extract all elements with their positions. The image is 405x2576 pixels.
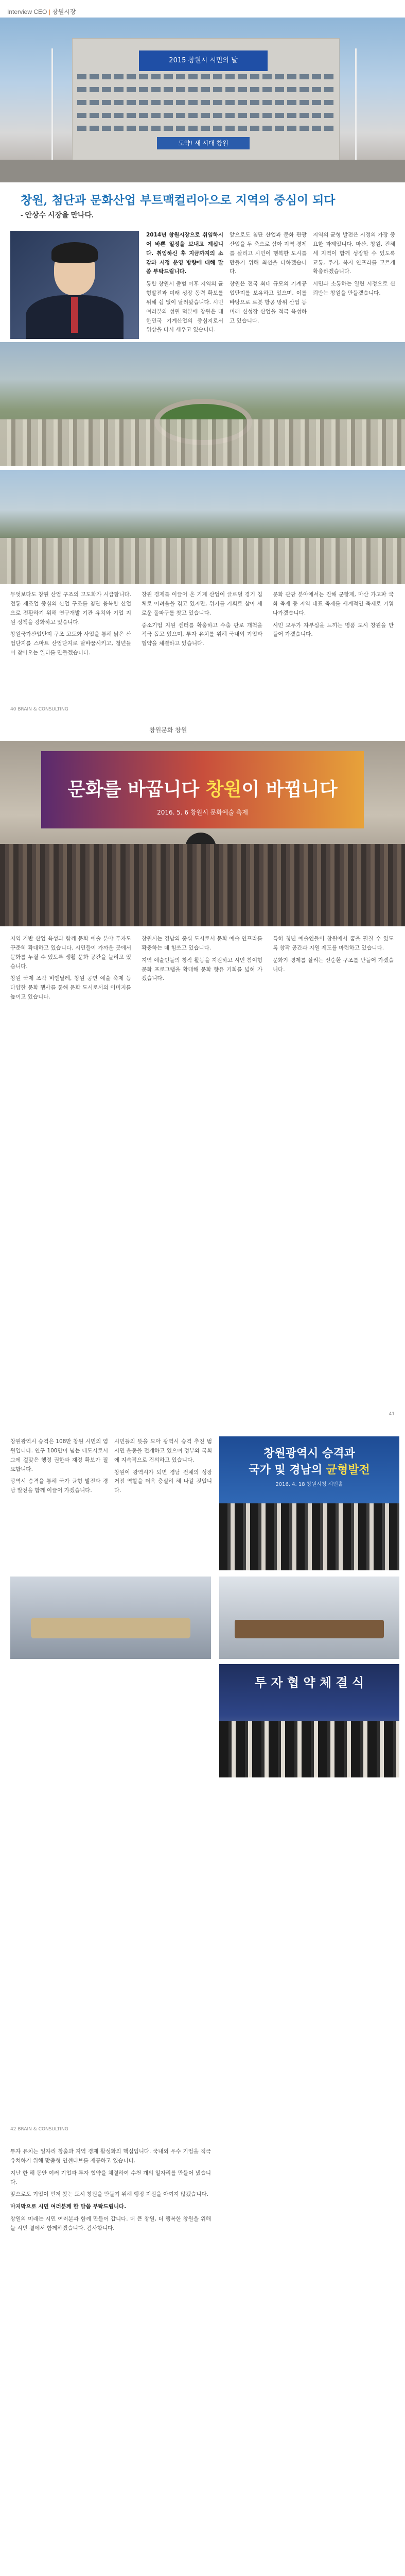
body-column-right: [273, 590, 394, 642]
road: [0, 160, 405, 182]
paragraph: 창원국가산업단지 구조 고도화 사업을 통해 낡은 산업단지를 스마트 산업단지로 탈바꿈시키고, 청년들이 찾아오는 일터를 만들겠습니다.: [10, 631, 131, 656]
paragraph: 투자 유치는 일자리 창출과 지역 경제 활성화의 핵심입니다. 국내외 우수 기업을 적극 유치하기 위해 맞춤형 인센티브를 제공하고 있습니다.: [10, 2148, 211, 2164]
paragraph: 시민 모두가 자부심을 느끼는 명품 도시 창원을 만들어 가겠습니다.: [273, 622, 394, 638]
window-row: [77, 74, 334, 79]
paragraph: 창원시는 경남의 중심 도시로서 문화 예술 인프라를 확충하는 데 힘쓰고 있습니다.: [142, 936, 262, 951]
city-hall-photo: [0, 18, 405, 182]
body-column-left: [10, 590, 131, 661]
banner-highlight: 균형발전: [326, 1463, 370, 1477]
body-column-mid: [142, 935, 262, 987]
culture-festival-photo: [0, 741, 405, 926]
stage-title-part: 문화를 바꿉니다: [67, 778, 206, 800]
interview-question: 2014년 창원시장으로 취임하시어 바쁜 일정을 보내고 계십니다. 취임하신 후 지금까지의 소감과 시정 운영 방향에 대해 말씀 부탁드립니다.: [146, 232, 223, 275]
subheadline: - 안상수 시장을 만나다.: [21, 211, 94, 219]
window-row: [77, 100, 334, 105]
meeting-photo-left: [10, 1577, 211, 1659]
column-2: [230, 231, 307, 329]
stage-title: [41, 775, 364, 801]
column-3: [313, 231, 395, 301]
paragraph: 창원광역시 승격은 108만 창원 시민의 염원입니다. 인구 100만이 넘는 대도시로서 그에 걸맞은 행정 권한과 재정 확보가 필요합니다.: [10, 1438, 108, 1472]
body-column-mid: [114, 1437, 212, 1499]
magazine-page-2: [0, 717, 405, 1422]
body-column-left: [10, 935, 131, 1005]
city-blocks: [0, 419, 405, 466]
window-row: [77, 87, 334, 92]
paragraph: 지난 한 해 동안 여러 기업과 투자 협약을 체결하여 수천 개의 일자리를 만들어 냈습니다.: [10, 2170, 211, 2185]
aerial-stadium-photo: [0, 342, 405, 466]
paragraph: 지역 예술인들의 창작 활동을 지원하고 시민 참여형 문화 프로그램을 확대해 문화 향유 기회를 넓혀 가겠습니다.: [142, 957, 262, 982]
ceremony-banner-line2: [219, 1461, 399, 1477]
section-tag: Interview CEO | 창원시장: [7, 8, 76, 15]
article-headline: [21, 192, 384, 221]
stage-title-part: 이 바뀝니다: [241, 778, 338, 800]
ceremony-people: [219, 1503, 399, 1570]
paragraph: 창원은 전국 최대 규모의 기계공업단지를 보유하고 있으며, 이를 바탕으로 로봇 항공 방위 산업 등 미래 신성장 산업을 적극 육성하고 있습니다.: [230, 281, 307, 324]
body-column-right: [273, 935, 394, 977]
hero-banner: 2015 창원시 시민의 날: [139, 50, 268, 71]
ceremony-banner-line1: 창원광역시 승격과: [263, 1447, 355, 1460]
magazine-page-4: [0, 2137, 405, 2576]
paragraph: 창원 경제를 이끌어 온 기계 산업이 글로벌 경기 침체로 어려움을 겪고 있지만, 위기를 기회로 삼아 새로운 돌파구를 찾고 있습니다.: [142, 591, 262, 616]
window-row: [77, 113, 334, 118]
paragraph: 문화가 경제를 살리는 선순환 구조를 만들어 가겠습니다.: [273, 957, 394, 973]
meeting-table: [31, 1618, 190, 1638]
stage-title-highlight: 창원: [205, 778, 242, 800]
hero-sign: 도약! 새 시대 창원: [157, 137, 250, 149]
paragraph: 광역시 승격을 통해 국가 균형 발전과 경남 발전을 함께 이끌어 가겠습니다.: [10, 1478, 108, 1494]
stage-date: 2016. 5. 6 창원시 문화예술 축제: [157, 809, 248, 816]
portrait-hair: [51, 242, 98, 263]
closing-question: 마지막으로 시민 여러분께 한 말씀 부탁드립니다.: [10, 2204, 127, 2210]
paragraph: 무엇보다도 창원 산업 구조의 고도화가 시급합니다. 전통 제조업 중심의 산업 구조를 첨단 융복합 산업으로 전환하기 위해 연구개발 기관 유치와 기업 지원 정책을 강화하고 있습니다.: [10, 591, 131, 625]
investment-ceremony-photo: [219, 1664, 399, 1777]
paragraph: 문화 관광 분야에서는 진해 군항제, 마산 가고파 국화 축제 등 지역 대표 축제를 세계적인 축제로 키워 나가겠습니다.: [273, 591, 394, 616]
ceremony-photo: [219, 1436, 399, 1570]
banner-text: 국가 및 경남의: [249, 1463, 326, 1477]
stage-backdrop: [41, 751, 364, 828]
ceremony-banner-sub: 2016. 4. 18 창원시청 시민홀: [275, 1482, 343, 1487]
paragraph: 지역의 균형 발전은 시정의 가장 중요한 과제입니다. 마산, 창원, 진해 세 지역이 함께 성장할 수 있도록 교통, 주거, 복지 인프라를 고르게 확충하겠습니다.: [313, 232, 395, 275]
crowd: [0, 844, 405, 926]
closing-answer: 창원의 미래는 시민 여러분과 함께 만들어 갑니다. 더 큰 창원, 더 행복한 창원을 위해 늘 시민 곁에서 함께하겠습니다. 감사합니다.: [10, 2216, 211, 2231]
ceremony-people: [219, 1721, 399, 1777]
aerial-city-photo: [0, 470, 405, 584]
page-footer: 42 BRAIN & CONSULTING: [10, 2127, 68, 2132]
section-tag-suffix: 창원시장: [52, 8, 76, 15]
body-column-mid: [142, 590, 262, 652]
paragraph: 앞으로도 첨단 산업과 문화 관광 산업을 두 축으로 삼아 지역 경제를 살리고 시민이 행복한 도시를 만들기 위해 최선을 다하겠습니다.: [230, 232, 307, 275]
window-row: [77, 126, 334, 131]
paragraph: 창원이 광역시가 되면 경남 전체의 성장 거점 역할을 더욱 충실히 해 나갈 것입니다.: [114, 1469, 212, 1494]
magazine-page-3: [0, 1422, 405, 2137]
headline-text: 창원, 첨단과 문화산업 부트맥컬리아으로 지역의 중심이 되다: [21, 193, 336, 207]
page-footer: 41: [389, 1412, 395, 1417]
body-column-left: [10, 2147, 211, 2236]
flagpole: [51, 48, 53, 162]
section-tag: 창원문화 창원: [149, 726, 187, 734]
magazine-page-1: [0, 0, 405, 717]
flagpole: [355, 48, 357, 162]
paragraph: 특히 청년 예술인들이 창원에서 꿈을 펼칠 수 있도록 창작 공간과 지원 제도를 마련하고 있습니다.: [273, 936, 394, 951]
investment-banner: 투 자 협 약 체 결 식: [254, 1675, 364, 1690]
paragraph: 시민과 소통하는 열린 시정으로 신뢰받는 창원을 만들겠습니다.: [313, 281, 395, 297]
portrait-tie: [71, 297, 78, 333]
city-blocks: [0, 538, 405, 584]
paragraph: 시민들의 뜻을 모아 광역시 승격 추진 범시민 운동을 전개하고 있으며 정부와 국회에 지속적으로 건의하고 있습니다.: [114, 1438, 212, 1463]
body-column-left: [10, 1437, 108, 1499]
meeting-table: [235, 1620, 384, 1638]
paragraph: 창원 국제 조각 비엔날레, 창원 공연 예술 축제 등 다양한 문화 행사를 통해 문화 도시로서의 이미지를 높이고 있습니다.: [10, 975, 131, 1001]
paragraph: 지역 기반 산업 육성과 함께 문화 예술 분야 투자도 꾸준히 확대하고 있습니다. 시민들이 가까운 곳에서 문화를 누릴 수 있도록 생활 문화 공간을 늘리고 있습니다.: [10, 936, 131, 970]
intro-column: [146, 231, 223, 338]
paragraph: 중소기업 지원 센터를 확충하고 수출 판로 개척을 적극 돕고 있으며, 투자 유치를 위해 국내외 기업과 협약을 체결하고 있습니다.: [142, 622, 262, 647]
mayor-portrait: [10, 231, 139, 339]
meeting-photo-right: [219, 1577, 399, 1659]
paragraph: 앞으로도 기업이 먼저 찾는 도시 창원을 만들기 위해 행정 지원을 아끼지 않겠습니다.: [10, 2191, 208, 2198]
section-tag-prefix: Interview CEO: [7, 8, 47, 15]
page-footer: 40 BRAIN & CONSULTING: [10, 707, 68, 712]
paragraph: 통합 창원시 출범 이후 지역의 균형발전과 미래 성장 동력 확보를 위해 쉼 없이 달려왔습니다. 시민 여러분의 성원 덕분에 창원은 대한민국 기계산업의 중심지로서 위상을 다시 세우고 있습니다.: [146, 281, 223, 333]
